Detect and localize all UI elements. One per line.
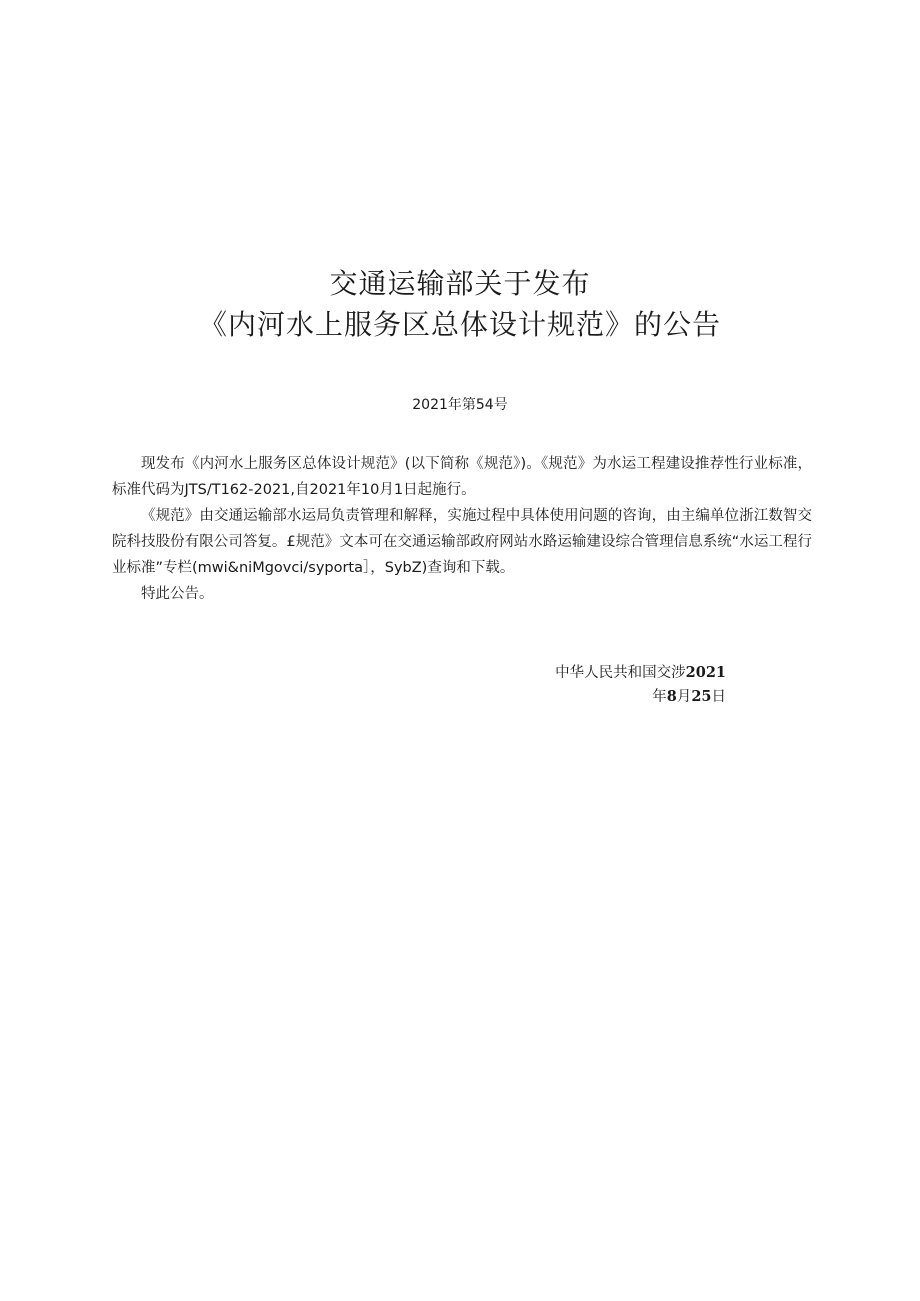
signature-line-2 [555,685,726,709]
issue-year: 2021 [685,664,726,681]
day-char: 日 [711,689,726,705]
paragraph-2: 《规范》由交通运输部水运局负责管理和解释，实施过程中具体使用问题的咨询，由主编单位浙江数智交院科技股份有限公司答复。£规范》文本可在交通运输部政府网站水路运输建设综合管理信息系统“水运工程行业标准”专栏(mwi&niMgovci/syporta］，SybZ)查询和下载。 [112,508,812,576]
title-line-2: 《内河水上服务区总体设计规范》的公告 [198,308,721,341]
signature-block [555,661,726,709]
paragraph-1: 现发布《内河水上服务区总体设计规范》(以下简称《规范》)。《规范》为水运工程建设推荐性行业标准，标准代码为JTS/T162-2021,自2021年10月1日起施行。 [112,456,812,498]
signature-line-1 [555,661,726,685]
title-line-1: 交通运输部关于发布 [329,267,591,300]
paragraph-3: 特此公告。 [141,586,214,602]
document-number: 2021年第54号 [412,397,508,413]
month-char: 月 [676,689,692,705]
issue-month: 8 [666,688,677,705]
issue-day: 25 [691,688,712,705]
announcement-body [112,451,812,607]
issuer-name: 中华人民共和国交涉 [555,665,686,681]
year-char: 年 [652,689,667,705]
